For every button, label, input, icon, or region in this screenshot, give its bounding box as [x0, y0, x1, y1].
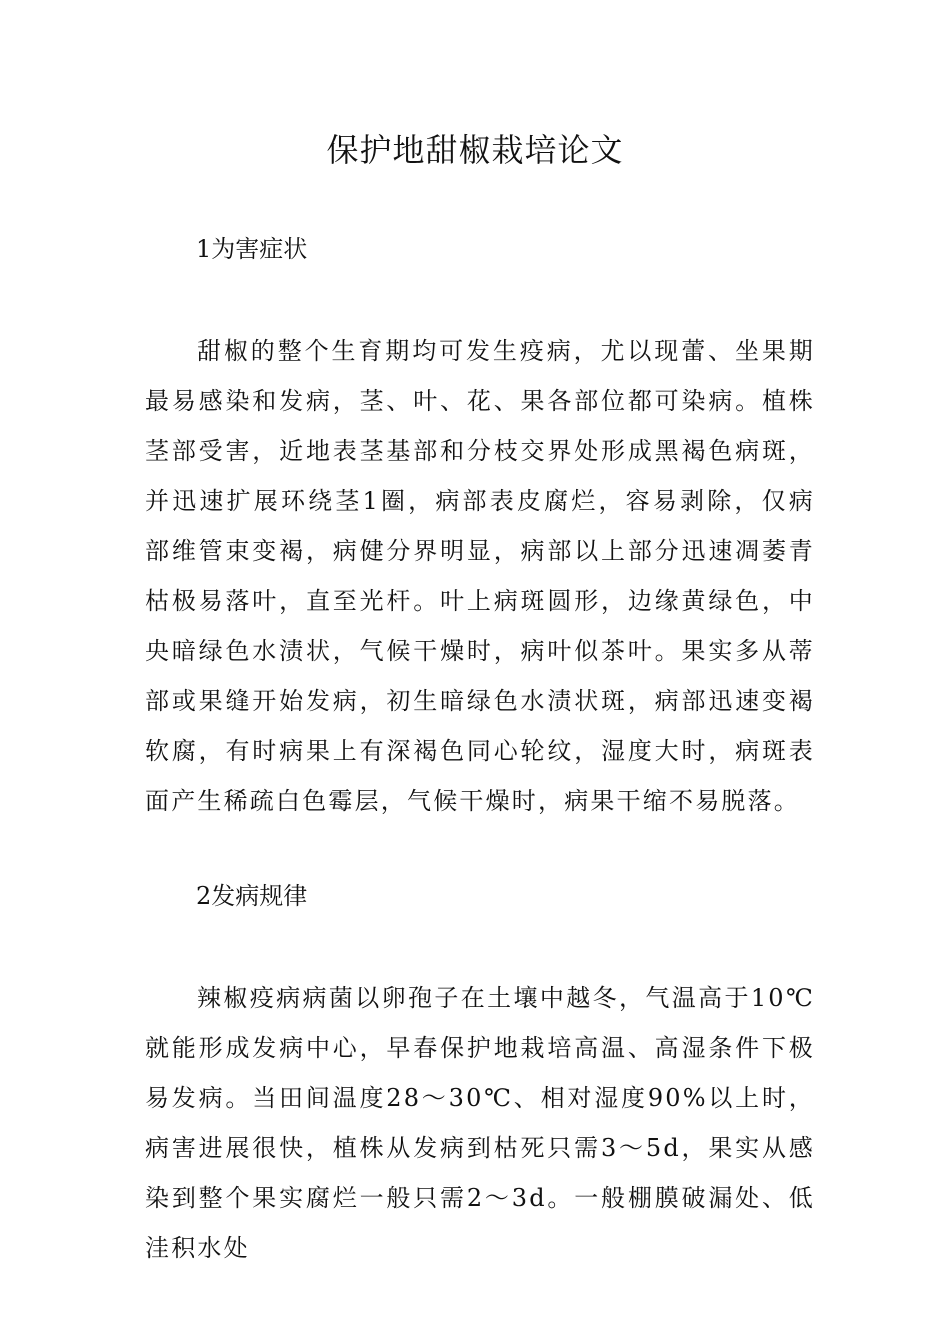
section-paragraph-pattern: 辣椒疫病病菌以卵孢子在土壤中越冬，气温高于10℃就能形成发病中心，早春保护地栽培高温、高湿条件下极易发病。当田间温度28～30℃、相对湿度90%以上时，病害进展很快，植株从发病到枯死只需3～5d，果实从感染到整个果实腐烂一般只需2～3d。一般棚膜破漏处、低洼积水处 — [145, 984, 815, 1262]
section-heading-symptoms: 1为害症状 — [196, 235, 308, 263]
section-paragraph-symptoms: 甜椒的整个生育期均可发生疫病，尤以现蕾、坐果期最易感染和发病，茎、叶、花、果各部位都可染病。植株茎部受害，近地表茎基部和分枝交界处形成黑褐色病斑，并迅速扩展环绕茎1圈，病部表皮腐烂，容易剥除，仅病部维管束变褐，病健分界明显，病部以上部分迅速凋萎青枯极易落叶，直至光杆。叶上病斑圆形，边缘黄绿色，中央暗绿色水渍状，气候干燥时，病叶似茶叶。果实多从蒂部或果缝开始发病，初生暗绿色水渍状斑，病部迅速变褐软腐，有时病果上有深褐色同心轮纹，湿度大时，病斑表面产生稀疏白色霉层，气候干燥时，病果干缩不易脱落。 — [145, 337, 815, 815]
section-heading-pattern: 2发病规律 — [196, 882, 308, 910]
document-title: 保护地甜椒栽培论文 — [326, 131, 624, 169]
